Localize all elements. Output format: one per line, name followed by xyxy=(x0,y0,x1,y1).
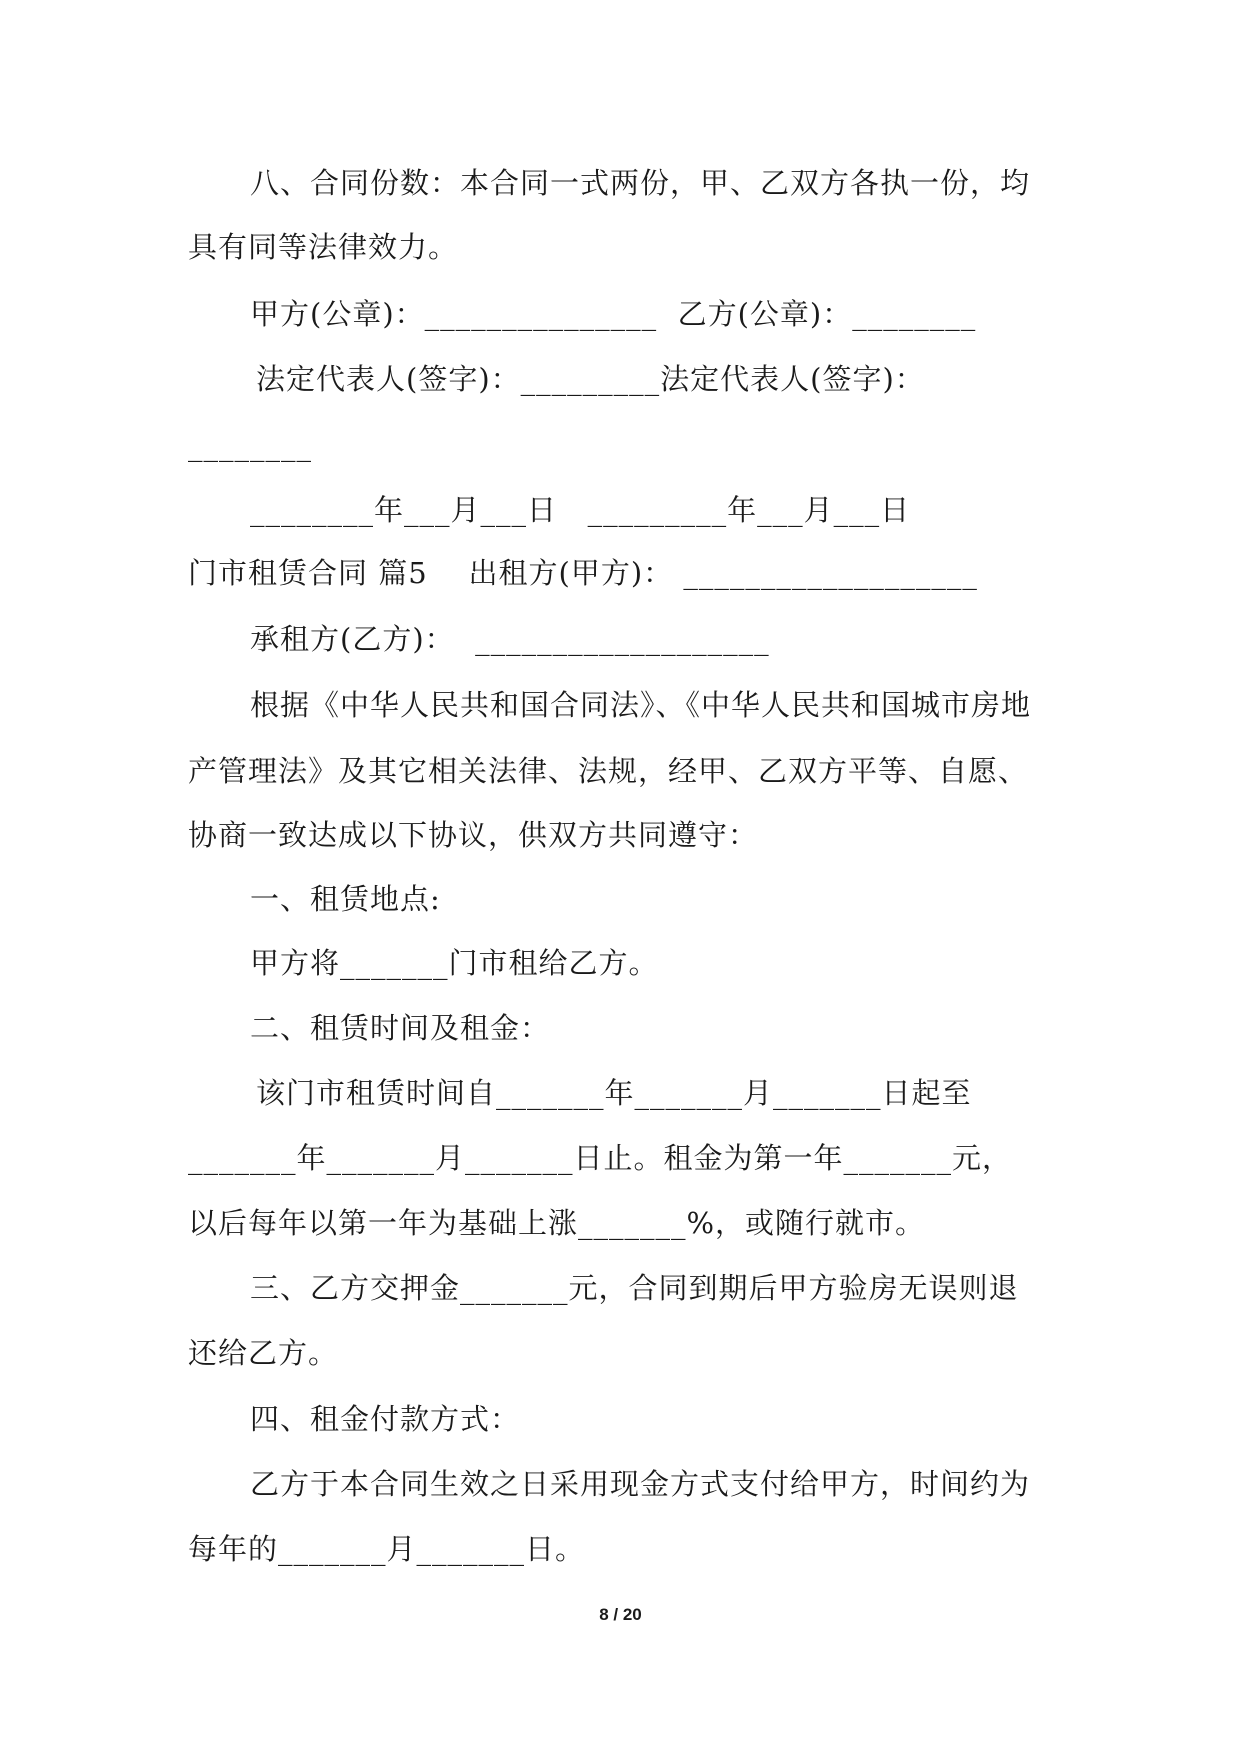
text-line: 四、租金付款方式： xyxy=(250,1402,521,1436)
text-line: 产管理法》及其它相关法律、法规，经甲、乙双方平等、自愿、 xyxy=(188,754,1029,788)
page-number: 8 / 20 xyxy=(599,1605,642,1624)
text-line: 甲方将_______门市租给乙方。 xyxy=(250,946,659,980)
text-line: ________ xyxy=(188,428,312,462)
text-line: 二、租赁时间及租金： xyxy=(250,1011,551,1045)
text-line: 根据《中华人民共和国合同法》、《中华人民共和国城市房地 xyxy=(250,688,1032,722)
text-line: 八、合同份数：本合同一式两份，甲、乙双方各执一份，均 xyxy=(250,166,1031,200)
text-line: 甲方(公章)：_______________ 乙方(公章)：________ xyxy=(250,297,977,331)
text-line: 具有同等法律效力。 xyxy=(188,230,459,264)
text-line: _______年_______月_______日止。租金为第一年_______元， xyxy=(188,1141,1013,1175)
text-line: 法定代表人(签字)：_________法定代表人(签字)： xyxy=(256,362,925,396)
text-line: 还给乙方。 xyxy=(188,1336,339,1370)
text-line: 门市租赁合同 篇5 出租方(甲方)： ___________________ xyxy=(188,556,978,590)
text-line: 每年的_______月_______日。 xyxy=(188,1532,586,1566)
text-line: 协商一致达成以下协议，供双方共同遵守： xyxy=(188,818,759,852)
text-line: ________年___月___日 _________年___月___日 xyxy=(250,493,911,527)
text-line: 一、租赁地点: xyxy=(250,882,441,916)
text-line: 以后每年以第一年为基础上涨_______%，或随行就市。 xyxy=(188,1206,926,1240)
text-line: 该门市租赁时间自_______年_______月_______日起至 xyxy=(256,1076,972,1110)
text-line: 承租方(乙方)： ___________________ xyxy=(250,622,770,656)
text-line: 乙方于本合同生效之日采用现金方式支付给甲方，时间约为 xyxy=(250,1467,1031,1501)
text-line: 三、乙方交押金_______元，合同到期后甲方验房无误则退 xyxy=(250,1271,1019,1305)
